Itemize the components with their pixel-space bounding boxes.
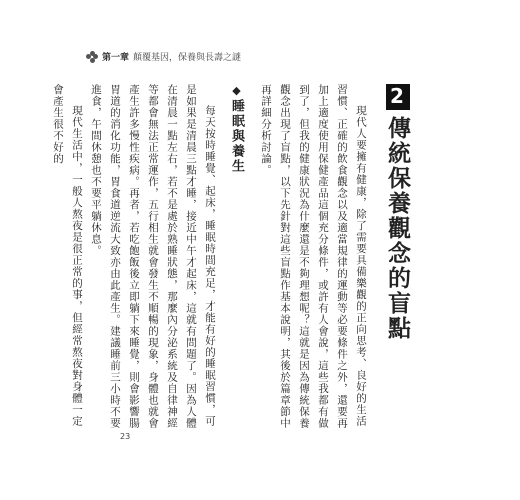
- subheading: [227, 84, 246, 436]
- running-header: [86, 50, 241, 63]
- body-paragraph: 現代生活中，一般人熬夜是很正常的事，但經常熬夜對身體一定會產生很不好的: [52, 84, 83, 427]
- page-number: 23: [120, 432, 131, 441]
- intro-paragraph: 現代人要擁有健康，除了需要具備樂觀的正向思考、良好的生活習慣、正確的飲食觀念以及適當規律的運動等必要條件之外，還要再加上適度使用保健產品這個充分條件，或許有人會說，這些我都有做到了，但我的健康狀況為什麼還是不夠理想呢？這就是因為傳統保養觀念出現了盲點，以下先針對這些盲點作基本說明，其後於篇章節中再詳細分析討論。: [260, 84, 367, 429]
- book-title: 顛覆基因，保養與長壽之謎: [133, 53, 242, 63]
- diamond-icon: ◆: [230, 84, 243, 99]
- body-paragraph: 每天按時睡覺、起床，睡眠時間充足，才能有好的睡眠習慣，可是如果是清晨三點才睡，接近中午才起床，這就有問題了。因為人體在清晨一點左右，若不是處於熟睡狀態，那麼內分泌系統及自律神經等都會無法正常運作，五行相生就會發生不順暢的現象，身體也就會產生許多慢性疾病。再者，若吃飽飯後立即躺下來睡覺，則會影響腸胃道的消化功能，胃食道逆流大致亦由此產生。建議睡前三小時不要進食，午間休憩也不要平躺休息。: [90, 84, 216, 429]
- subheading-text: 睡眠與養生: [229, 99, 244, 174]
- chapter-label: 第一章: [102, 53, 130, 63]
- clover-icon: [86, 51, 98, 63]
- body-text: [52, 84, 412, 436]
- section-title: [382, 84, 412, 436]
- section-title-text: 傳統保養觀念的盲點: [384, 116, 410, 341]
- section-number-badge: 2: [385, 84, 409, 110]
